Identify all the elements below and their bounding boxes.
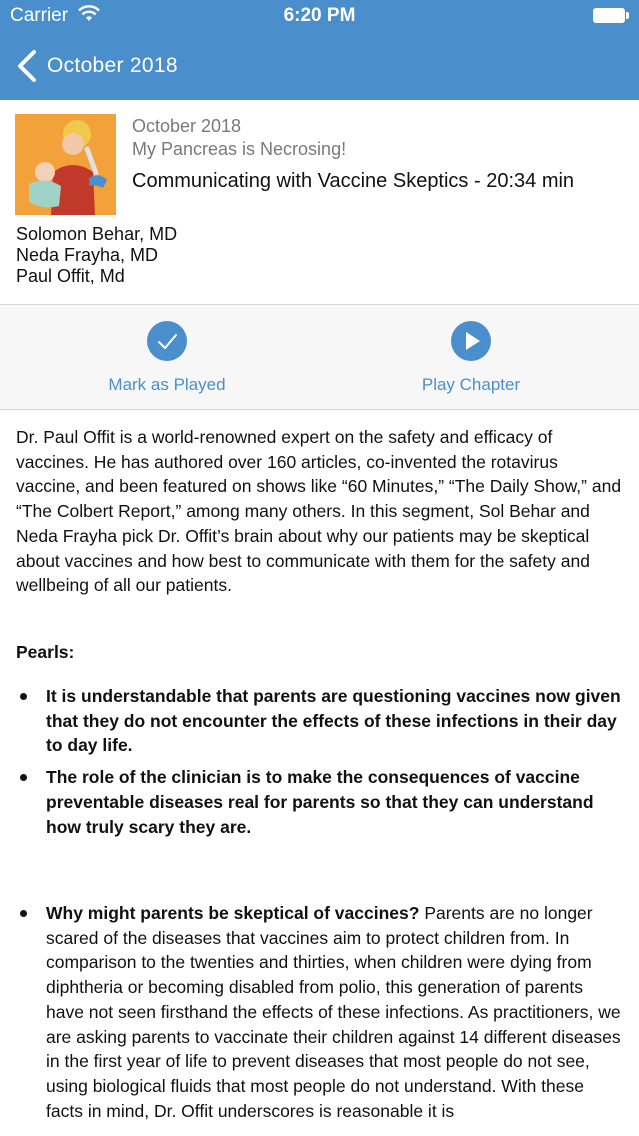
- pearl-text: It is understandable that parents are questioning vaccines now given that they do not encounter the effects of these infections in their day to day life.: [46, 686, 621, 756]
- chevron-left-icon: [16, 49, 38, 83]
- author-name: Neda Frayha, MD: [16, 245, 159, 265]
- bullet: [20, 774, 27, 781]
- back-label: October 2018: [47, 54, 178, 77]
- author-list: [16, 224, 177, 287]
- qa-list: [0, 901, 639, 1123]
- pearls-list: [0, 684, 639, 846]
- status-bar: [0, 0, 639, 32]
- episode-description: [0, 410, 639, 1136]
- back-button[interactable]: [16, 47, 178, 85]
- play-chapter-label: Play Chapter: [421, 375, 521, 394]
- play-chapter-button[interactable]: [371, 321, 571, 395]
- episode-title: Communicating with Vaccine Skeptics - 20:34 min: [132, 170, 575, 192]
- list-item: [0, 684, 639, 758]
- mark-as-played-label: Mark as Played: [108, 375, 226, 394]
- bullet: [20, 910, 27, 917]
- episode-month: October 2018: [132, 116, 242, 136]
- play-icon: [451, 321, 491, 361]
- intro-paragraph: Dr. Paul Offit is a world-renowned expert on the safety and efficacy of vaccines. He has authored over 160 articles, co-invented the rotavirus vaccine, and been featured on shows like “60 Minutes,” “The Daily Show,” and “The Colbert Report,” among many others. In this segment, Sol Behar and Neda Frayha pick Dr. Offit’s brain about why our patients may be skeptical about vaccines and how best to communicate with them for the safety and wellbeing of all our patients.: [16, 427, 622, 596]
- bullet: [20, 693, 27, 700]
- clock: 6:20 PM: [283, 5, 356, 26]
- episode-artwork: [15, 114, 116, 215]
- battery-icon: [593, 8, 629, 23]
- qa-answer: Parents are no longer scared of the diseases that vaccines aim to protect children from. In comparison to the twenties and thirties, when children were dying from diphtheria or becoming disabled from polio, this generation of parents have not seen firsthand the effects of these infections. As practitioners, we are asking parents to vaccinate their children against 14 different diseases in the first year of life to prevent diseases that most people do not see, using biological fluids that most people do not understand. With these facts in mind, Dr. Offit underscores is reasonable it is: [46, 903, 621, 1121]
- qa-question: Why might parents be skeptical of vaccines?: [46, 903, 420, 923]
- author-name: Solomon Behar, MD: [16, 224, 178, 244]
- episode-header: [0, 100, 639, 305]
- list-item: [0, 901, 639, 1123]
- action-bar: [0, 305, 639, 410]
- episode-show: My Pancreas is Necrosing!: [132, 139, 347, 159]
- list-item: [0, 765, 639, 839]
- navigation-bar: [0, 32, 639, 100]
- pearls-heading: Pearls:: [16, 642, 75, 662]
- checkmark-icon: [147, 321, 187, 361]
- pearl-text: The role of the clinician is to make the consequences of vaccine preventable diseases real for parents so that they can understand how truly scary they are.: [46, 767, 594, 837]
- author-name: Paul Offit, Md: [16, 266, 125, 286]
- carrier-label: Carrier: [10, 5, 69, 26]
- app-header: [0, 0, 639, 100]
- mark-as-played-button[interactable]: [67, 321, 267, 395]
